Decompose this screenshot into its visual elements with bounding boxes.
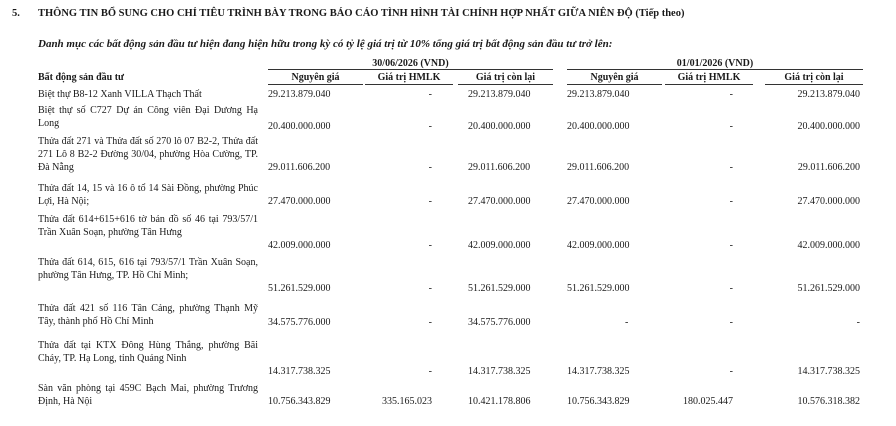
header-cost-current: Nguyên giá — [291, 72, 340, 83]
property-name: Thửa đất 614, 615, 616 tại 793/57/1 Trần Xuân Soạn, phường Tân Hưng, TP. Hồ Chí Minh; — [38, 257, 258, 281]
depreciation-opening: - — [729, 366, 733, 377]
depreciation-opening: 180.025.447 — [683, 396, 733, 407]
depreciation-opening: - — [729, 317, 733, 328]
depreciation-opening: - — [729, 283, 733, 294]
depreciation-current: - — [428, 283, 432, 294]
property-name: Thửa đất 14, 15 và 16 ô tổ 14 Sài Đồng, phường Phúc Lợi, Hà Nội; — [38, 183, 258, 207]
header-property: Bất động sản đầu tư — [38, 72, 125, 83]
header-underline — [567, 84, 662, 85]
header-depreciation-opening: Giá trị HMLK — [677, 72, 741, 83]
cost-opening: 29.011.606.200 — [567, 162, 630, 173]
period-opening-divider — [567, 69, 863, 70]
header-underline — [268, 84, 363, 85]
cost-opening: 27.470.000.000 — [567, 196, 630, 207]
depreciation-current: - — [428, 162, 432, 173]
depreciation-current: - — [428, 240, 432, 251]
cost-opening: 42.009.000.000 — [567, 240, 630, 251]
property-name: Thửa đất 421 số 116 Tân Cảng, phường Thạnh Mỹ Tây, thành phố Hồ Chí Minh — [38, 303, 258, 327]
cost-current: 10.756.343.829 — [268, 396, 331, 407]
header-depreciation-current: Giá trị HMLK — [377, 72, 441, 83]
depreciation-opening: - — [729, 240, 733, 251]
property-name: Biệt thự B8-12 Xanh VILLA Thạch Thất — [38, 89, 202, 100]
depreciation-current: - — [428, 121, 432, 132]
property-name: Thửa đất 614+615+616 tờ bản đồ số 46 tại 793/57/1 Trần Xuân Soạn, phường Tân Hưng — [38, 214, 258, 238]
net-current: 20.400.000.000 — [468, 121, 531, 132]
period-current-divider — [268, 69, 553, 70]
property-name: Thửa đất 271 và Thửa đất số 270 lô 07 B2-2, Thửa đất 271 Lô 8 B2-2 Đường 30/04, phường Hòa Cường, TP. Đà Nẵng — [38, 136, 258, 173]
table-caption: Danh mục các bất động sản đầu tư hiện đang hiện hữu trong kỳ có tỷ lệ giá trị từ 10% tổng giá trị bất động sản đầu tư trở lên: — [38, 38, 613, 50]
depreciation-opening: - — [729, 89, 733, 100]
net-opening: 10.576.318.382 — [797, 396, 860, 407]
property-name: Sàn văn phòng tại 459C Bạch Mai, phường Trương Định, Hà Nội — [38, 383, 258, 407]
header-net-current: Giá trị còn lại — [475, 72, 536, 83]
net-current: 10.421.178.806 — [468, 396, 531, 407]
cost-current: 29.011.606.200 — [268, 162, 331, 173]
cost-current: 27.470.000.000 — [268, 196, 331, 207]
header-net-opening: Giá trị còn lại — [784, 72, 844, 83]
cost-opening: - — [625, 317, 629, 328]
cost-current: 14.317.738.325 — [268, 366, 331, 377]
cost-opening: 14.317.738.325 — [567, 366, 630, 377]
net-current: 51.261.529.000 — [468, 283, 531, 294]
property-name: Thửa đất tại KTX Đông Hùng Thắng, phường Bãi Cháy, TP. Hạ Long, tỉnh Quảng Ninh — [38, 340, 258, 364]
depreciation-opening: - — [729, 162, 733, 173]
depreciation-current: - — [428, 196, 432, 207]
net-opening: 29.011.606.200 — [797, 162, 860, 173]
net-opening: - — [856, 317, 860, 328]
cost-current: 29.213.879.040 — [268, 89, 331, 100]
section-heading — [12, 8, 892, 19]
net-current: 27.470.000.000 — [468, 196, 531, 207]
depreciation-current: 335.165.023 — [382, 396, 432, 407]
header-underline — [765, 84, 863, 85]
net-opening: 27.470.000.000 — [797, 196, 860, 207]
depreciation-opening: - — [729, 196, 733, 207]
cost-current: 42.009.000.000 — [268, 240, 331, 251]
cost-opening: 20.400.000.000 — [567, 121, 630, 132]
depreciation-opening: - — [729, 121, 733, 132]
net-current: 29.011.606.200 — [468, 162, 531, 173]
net-current: 42.009.000.000 — [468, 240, 531, 251]
net-opening: 42.009.000.000 — [797, 240, 860, 251]
cost-current: 34.575.776.000 — [268, 317, 331, 328]
net-opening: 51.261.529.000 — [797, 283, 860, 294]
cost-opening: 51.261.529.000 — [567, 283, 630, 294]
cost-opening: 10.756.343.829 — [567, 396, 630, 407]
net-current: 14.317.738.325 — [468, 366, 531, 377]
period-opening-label: 01/01/2026 (VND) — [676, 58, 754, 69]
property-name: Biệt thự số C727 Dự án Công viên Đại Dương Hạ Long — [38, 105, 258, 129]
cost-current: 20.400.000.000 — [268, 121, 331, 132]
depreciation-current: - — [428, 366, 432, 377]
section-title: THÔNG TIN BỔ SUNG CHO CHỈ TIÊU TRÌNH BÀY TRONG BÁO CÁO TÌNH HÌNH TÀI CHÍNH HỢP NHẤT GIỮA NIÊN ĐỘ (Tiếp theo) — [38, 8, 685, 19]
depreciation-current: - — [428, 317, 432, 328]
cost-opening: 29.213.879.040 — [567, 89, 630, 100]
cost-current: 51.261.529.000 — [268, 283, 331, 294]
header-underline — [458, 84, 553, 85]
net-opening: 20.400.000.000 — [797, 121, 860, 132]
header-underline — [365, 84, 453, 85]
period-current-label: 30/06/2026 (VND) — [372, 58, 449, 69]
header-underline — [665, 84, 753, 85]
section-number: 5. — [12, 8, 20, 19]
net-opening: 29.213.879.040 — [797, 89, 860, 100]
net-current: 34.575.776.000 — [468, 317, 531, 328]
net-current: 29.213.879.040 — [468, 89, 531, 100]
header-cost-opening: Nguyên giá — [590, 72, 639, 83]
depreciation-current: - — [428, 89, 432, 100]
net-opening: 14.317.738.325 — [797, 366, 860, 377]
